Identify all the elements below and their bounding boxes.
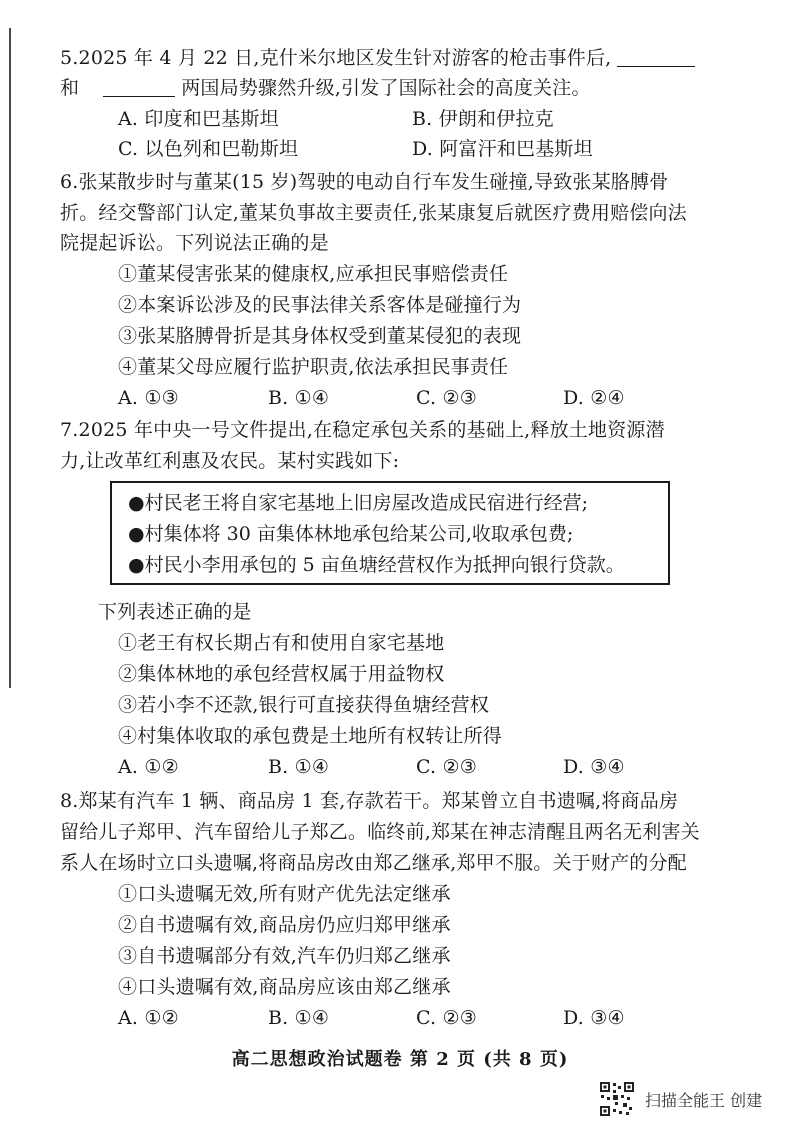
q8-stem-line-1: 8.郑某有汽车 1 辆、商品房 1 套,存款若干。郑某曾立自书遗嘱,将商品房 [60,790,679,812]
q6-item-1: ①董某侵害张某的健康权,应承担民事赔偿责任 [118,263,509,285]
q7-case-bullet-2: ●村集体将 30 亩集体林地承包给某公司,收取承包费; [128,523,574,545]
q5-option-a: A. 印度和巴基斯坦 [118,108,279,130]
q5-blank-1 [617,48,695,67]
q7-case-box [110,481,670,585]
q5-option-c: C. 以色列和巴勒斯坦 [118,138,299,160]
q8-stem-line-2: 留给儿子郑甲、汽车留给儿子郑乙。临终前,郑某在神志清醒且两名无利害关 [60,821,700,843]
q8-item-2: ②自书遗嘱有效,商品房仍应归郑甲继承 [118,914,451,936]
q7-option-a: A. ①② [118,756,179,778]
q6-option-b: B. ①④ [268,387,330,409]
q6-option-c: C. ②③ [416,387,478,409]
q8-item-3: ③自书遗嘱部分有效,汽车仍归郑乙继承 [118,945,451,967]
q7-case-bullet-1: ●村民老王将自家宅基地上旧房屋改造成民宿进行经营; [128,492,588,514]
q7-item-3: ③若小李不还款,银行可直接获得鱼塘经营权 [118,694,490,716]
q6-item-2: ②本案诉讼涉及的民事法律关系客体是碰撞行为 [118,294,522,316]
q5-option-b: B. 伊朗和伊拉克 [412,108,554,130]
q8-option-d: D. ③④ [563,1007,625,1029]
q6-item-4: ④董某父母应履行监护职责,依法承担民事责任 [118,356,509,378]
q7-option-d: D. ③④ [563,756,625,778]
q5-stem-line-1 [60,46,701,70]
q8-item-1: ①口头遗嘱无效,所有财产优先法定继承 [118,883,451,905]
q8-stem-line-3: 系人在场时立口头遗嘱,将商品房改由郑乙继承,郑甲不服。关于财产的分配 [60,852,687,874]
q8-item-4: ④口头遗嘱有效,商品房应该由郑乙继承 [118,976,451,998]
q7-stem-line-1: 7.2025 年中央一号文件提出,在稳定承包关系的基础上,释放土地资源潜 [60,419,665,441]
q7-option-b: B. ①④ [268,756,330,778]
q6-stem-line-2: 折。经交警部门认定,董某负事故主要责任,张某康复后就医疗费用赔偿向法 [60,202,687,224]
q7-stem-line-2: 力,让改革红利惠及农民。某村实践如下: [60,450,400,472]
q5-stem-prefix: 和 [60,77,80,99]
q6-stem-line-3: 院提起诉讼。下列说法正确的是 [60,232,329,254]
q5-option-d: D. 阿富汗和巴基斯坦 [412,138,593,160]
q7-item-2: ②集体林地的承包经营权属于用益物权 [118,663,445,685]
q6-option-d: D. ②④ [563,387,625,409]
q6-item-3: ③张某胳膊骨折是其身体权受到董某侵犯的表现 [118,325,522,347]
q5-stem-line-2 [60,76,591,100]
q7-option-c: C. ②③ [416,756,478,778]
q5-stem-text-1: 5.2025 年 4 月 22 日,克什米尔地区发生针对游客的枪击事件后, [60,47,612,69]
q5-stem-text-2: 两国局势骤然升级,引发了国际社会的高度关注。 [181,77,591,99]
q8-option-b: B. ①④ [268,1007,330,1029]
page-footer: 高二思想政治试题卷 第 2 页 (共 8 页) [231,1049,569,1070]
q7-item-4: ④村集体收取的承包费是土地所有权转让所得 [118,725,503,747]
q6-option-a: A. ①③ [118,387,179,409]
binding-margin-line [9,28,11,688]
q7-prompt: 下列表述正确的是 [98,601,252,623]
q8-option-c: C. ②③ [416,1007,478,1029]
scanner-stamp: 扫描全能王 创建 [645,1091,763,1110]
q8-option-a: A. ①② [118,1007,179,1029]
qr-code-icon [599,1081,635,1117]
q7-item-1: ①老王有权长期占有和使用自家宅基地 [118,632,445,654]
q5-blank-2 [103,78,175,97]
q7-case-bullet-3: ●村民小李用承包的 5 亩鱼塘经营权作为抵押向银行贷款。 [128,554,625,576]
q6-stem-line-1: 6.张某散步时与董某(15 岁)驾驶的电动自行车发生碰撞,导致张某胳膊骨 [60,171,669,193]
